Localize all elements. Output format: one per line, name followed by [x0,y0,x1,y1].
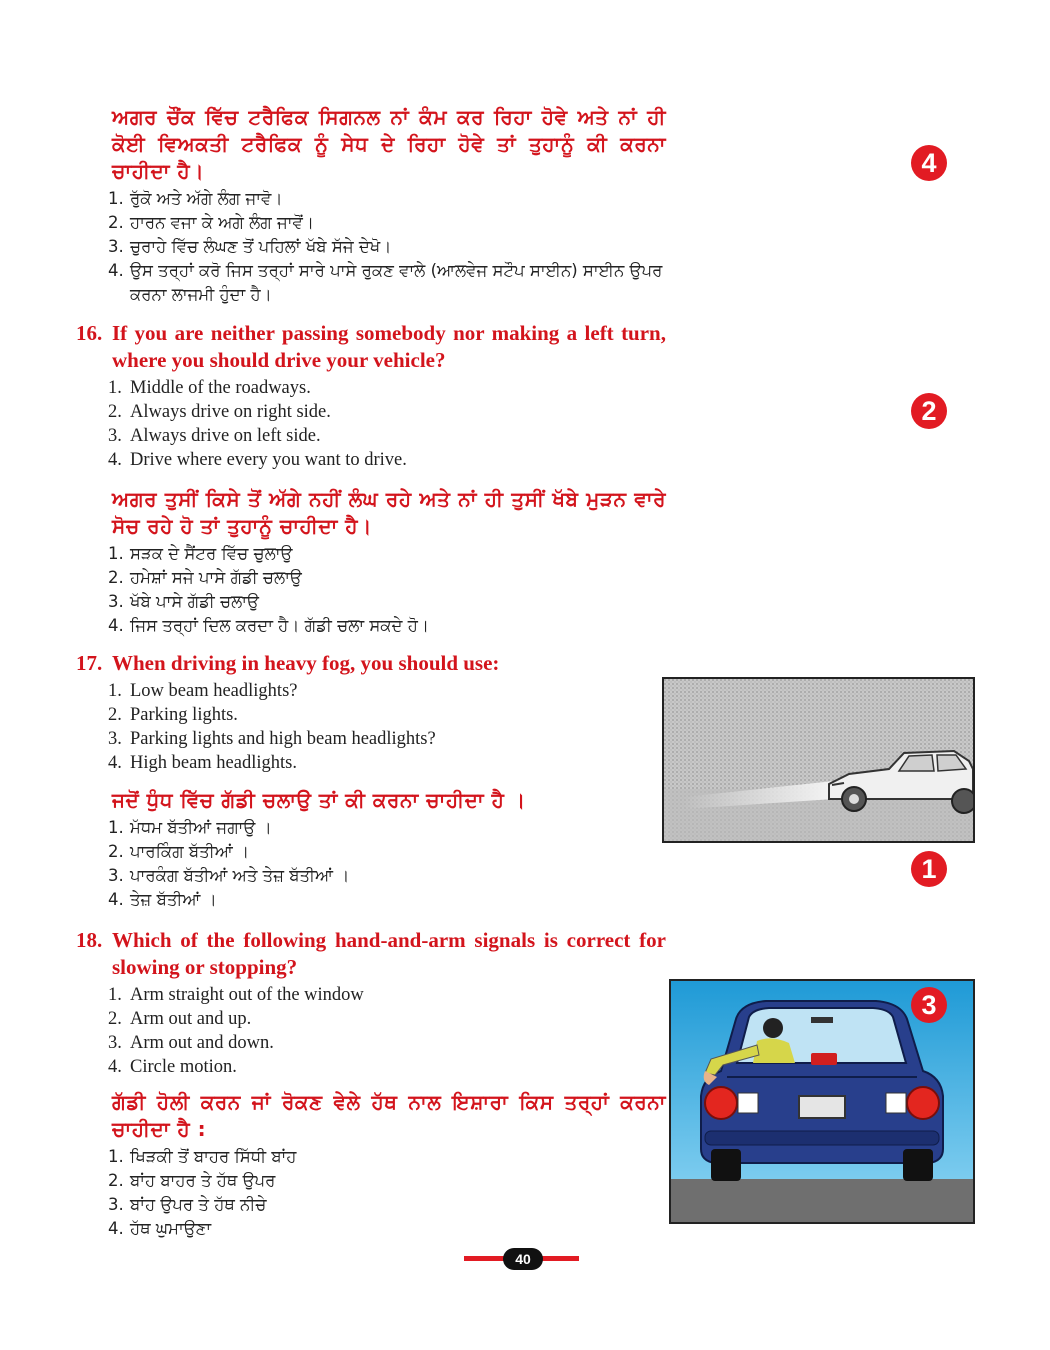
list-item: 2. Parking lights. [108,705,238,725]
list-item: 1. ਮੱਧਮ ਬੱਤੀਆਂ ਜਗਾਉ । [108,818,272,837]
q18-options [76,983,666,1079]
list-item: 3. ਖੱਬੇ ਪਾਸੇ ਗੱਡੀ ਚਲਾਉ [108,592,259,611]
list-item: 4. ਤੇਜ਼ ਬੱਤੀਆਂ । [108,890,217,909]
page-number: 40 [503,1248,543,1270]
list-item: 2. ਹਾਰਨ ਵਜਾ ਕੇ ਅਗੇ ਲੰਗ ਜਾਵੋਂ। [108,213,314,232]
list-item: 1. ਰੁੱਕੋ ਅਤੇ ਅੱਗੇ ਲੰਗ ਜਾਵੋ। [108,189,283,208]
list-item: 3. Arm out and down. [108,1033,274,1053]
q18-block [76,927,666,1241]
q15-punjabi-block [76,104,666,307]
list-item: 3. Always drive on left side. [108,426,321,446]
q16-answer-badge: 2 [911,393,947,429]
list-item: 3. ਚੁਰਾਹੇ ਵਿੱਚ ਲੰਘਣ ਤੋਂ ਪਹਿਲਾਂ ਖੱਬੇ ਸੱਜੇ ਦੇਖੋ। [108,237,392,256]
q16-block [76,320,666,638]
q16-punjabi-options [76,542,666,638]
list-item: 3. Parking lights and high beam headlights? [108,729,436,749]
q16-options [76,376,666,472]
q18-number: 18. [76,928,103,952]
list-item: 2. Arm out and up. [108,1009,252,1029]
q16-question: If you are neither passing somebody nor making a left turn, where you should drive your vehicle? [112,321,666,372]
q18-heading [76,927,666,981]
q17-number: 17. [76,651,103,675]
list-item: 4. Circle motion. [108,1057,237,1077]
q17-question: When driving in heavy fog, you should use: [112,651,500,675]
q15-punjabi-heading: ਅਗਰ ਚੌਂਕ ਵਿੱਚ ਟਰੈਫਿਕ ਸਿਗਨਲ ਨਾਂ ਕੰਮ ਕਰ ਰਿਹਾ ਹੋਵੇ ਅਤੇ ਨਾਂ ਹੀ ਕੋਈ ਵਿਅਕਤੀ ਟਰੈਫਿਕ ਨੂੰ ਸੇਧ ਦੇ ਰਿਹਾ ਹੋਵੇ ਤਾਂ ਤੁਹਾਨੂੰ ਕੀ ਕਰਨਾ ਚਾਹੀਦਾ ਹੈ। [112,105,666,183]
list-item: 1. Low beam headlights? [108,681,298,701]
fog-car-drawing [664,679,973,841]
list-item: 1. ਖਿੜਕੀ ਤੋਂ ਬਾਹਰ ਸਿੱਧੀ ਬਾਂਹ [108,1147,297,1166]
footer-bar-left [464,1256,504,1261]
list-item: 1. Arm straight out of the window [108,985,364,1005]
list-item: 2. ਪਾਰਕਿੰਗ ਬੱਤੀਆਂ । [108,842,250,861]
list-item: 2. ਬਾਂਹ ਬਾਹਰ ਤੇ ਹੱਥ ਉਪਰ [108,1171,276,1190]
list-item: 3. ਪਾਰਕੰਗ ਬੱਤੀਆਂ ਅਤੇ ਤੇਜ਼ ਬੱਤੀਆਂ । [108,866,350,885]
q15-punjabi-options [76,187,666,307]
q17-block [76,650,666,912]
footer-bar-right [542,1256,579,1261]
q18-punjabi-heading: ਗੱਡੀ ਹੋਲੀ ਕਰਨ ਜਾਂ ਰੋਕਣ ਵੇਲੇ ਹੱਥ ਨਾਲ ਇਸ਼ਾਰਾ ਕਿਸ ਤਰ੍ਹਾਂ ਕਰਨਾ ਚਾਹੀਦਾ ਹੈ : [112,1090,666,1141]
q18-question: Which of the following hand-and-arm signals is correct for slowing or stopping? [112,928,666,979]
list-item: 4. ਜਿਸ ਤਰ੍ਹਾਂ ਦਿਲ ਕਰਦਾ ਹੈ। ਗੱਡੀ ਚਲਾ ਸਕਦੇ ਹੋ। [108,616,429,635]
q17-options [76,679,666,775]
q16-number: 16. [76,321,103,345]
q16-heading [76,320,666,374]
list-item: 3. ਬਾਂਹ ਉਪਰ ਤੇ ਹੱਥ ਨੀਚੇ [108,1195,267,1214]
list-item: 2. ਹਮੇਸ਼ਾਂ ਸਜੇ ਪਾਸੇ ਗੱਡੀ ਚਲਾਉ [108,568,302,587]
list-item: 1. Middle of the roadways. [108,378,311,398]
list-item: 4. Drive where every you want to drive. [108,450,407,470]
list-item: 1. ਸੜਕ ਦੇ ਸੈਂਟਰ ਵਿੱਚ ਚੁਲਾਉ [108,544,293,563]
q15-answer-badge: 4 [911,145,947,181]
fog-car-illustration [662,677,975,843]
q17-punjabi-heading: ਜਦੋਂ ਧੁੰਧ ਵਿੱਚ ਗੱਡੀ ਚਲਾਉ ਤਾਂ ਕੀ ਕਰਨਾ ਚਾਹੀਦਾ ਹੈ । [112,788,526,812]
list-item: 4. High beam headlights. [108,753,297,773]
list-item: 4. ਉਸ ਤਰ੍ਹਾਂ ਕਰੋ ਜਿਸ ਤਰ੍ਹਾਂ ਸਾਰੇ ਪਾਸੇ ਰੁਕਣ ਵਾਲੇ (ਆਲਵੇਜ ਸਟੌਪ ਸਾਈਨ) ਸਾਈਨ ਉਪਰ ਕਰਨਾ ਲਾਜਮੀ ਹੁੰਦਾ ਹੈ। [108,261,663,304]
q17-answer-badge: 1 [911,851,947,887]
list-item: 2. Always drive on right side. [108,402,331,422]
q16-punjabi-heading: ਅਗਰ ਤੁਸੀਂ ਕਿਸੇ ਤੋਂ ਅੱਗੇ ਨਹੀਂ ਲੰਘ ਰਹੇ ਅਤੇ ਨਾਂ ਹੀ ਤੁਸੀਂ ਖੱਬੇ ਮੁੜਨ ਵਾਰੇ ਸੋਚ ਰਹੇ ਹੋ ਤਾਂ ਤੁਹਾਨੂੰ ਚਾਹੀਦਾ ਹੈ। [112,487,666,538]
list-item: 4. ਹੱਥ ਘੁਮਾਉਣਾ [108,1219,212,1238]
q18-punjabi-options [76,1145,666,1241]
q17-heading [76,650,666,677]
q17-punjabi-options [76,816,666,912]
q18-answer-badge: 3 [911,987,947,1023]
